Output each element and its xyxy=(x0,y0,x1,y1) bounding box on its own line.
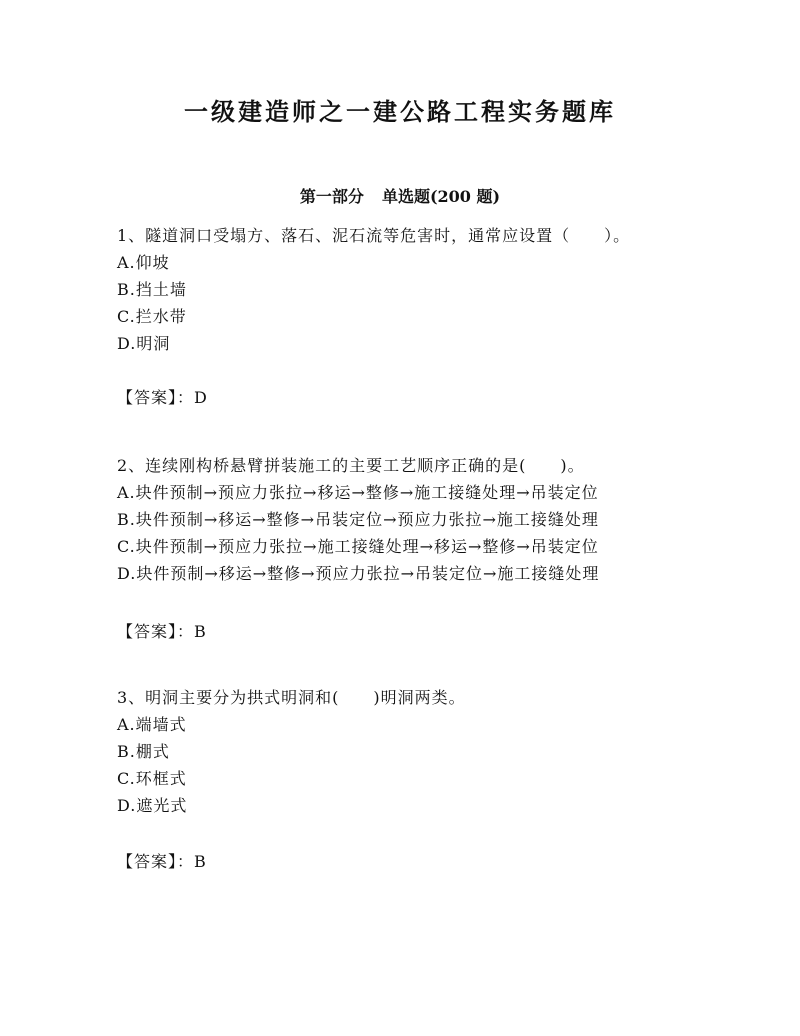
option-c: C.拦水带 xyxy=(117,307,187,326)
option-c: C.块件预制→预应力张拉→施工接缝处理→移运→整修→吊装定位 xyxy=(117,537,599,556)
answer-value: D xyxy=(194,388,208,407)
option-b: B.棚式 xyxy=(117,742,170,761)
answer-label: 【答案】： xyxy=(117,852,195,871)
option-d: D.遮光式 xyxy=(117,796,188,815)
option-a: A.块件预制→预应力张拉→移运→整修→施工接缝处理→吊装定位 xyxy=(117,483,599,502)
question-stem: 1、隧道洞口受塌方、落石、泥石流等危害时，通常应设置（ ）。 xyxy=(117,226,631,245)
question-1 xyxy=(117,222,757,357)
option-b: B.挡土墙 xyxy=(117,280,187,299)
question-3 xyxy=(117,684,757,819)
question-stem: 2、连续刚构桥悬臂拼装施工的主要工艺顺序正确的是( )。 xyxy=(117,456,585,475)
answer-3 xyxy=(117,848,207,875)
option-d: D.块件预制→移运→整修→预应力张拉→吊装定位→施工接缝处理 xyxy=(117,564,600,583)
option-d: D.明洞 xyxy=(117,334,171,353)
option-b: B.块件预制→移运→整修→吊装定位→预应力张拉→施工接缝处理 xyxy=(117,510,599,529)
answer-2 xyxy=(117,618,207,645)
option-c: C.环框式 xyxy=(117,769,187,788)
answer-label: 【答案】： xyxy=(117,388,195,407)
answer-label: 【答案】： xyxy=(117,622,195,641)
section-part: 第一部分 xyxy=(299,187,364,206)
answer-value: B xyxy=(194,622,207,641)
document-title: 一级建造师之一建公路工程实务题库 xyxy=(184,97,616,126)
section-heading xyxy=(0,184,800,207)
option-a: A.仰坡 xyxy=(117,253,170,272)
question-stem: 3、明洞主要分为拱式明洞和( )明洞两类。 xyxy=(117,688,466,707)
question-2 xyxy=(117,452,757,587)
answer-value: B xyxy=(194,852,207,871)
answer-1 xyxy=(117,384,208,411)
option-a: A.端墙式 xyxy=(117,715,187,734)
section-name: 单选题(200 题) xyxy=(381,187,501,206)
